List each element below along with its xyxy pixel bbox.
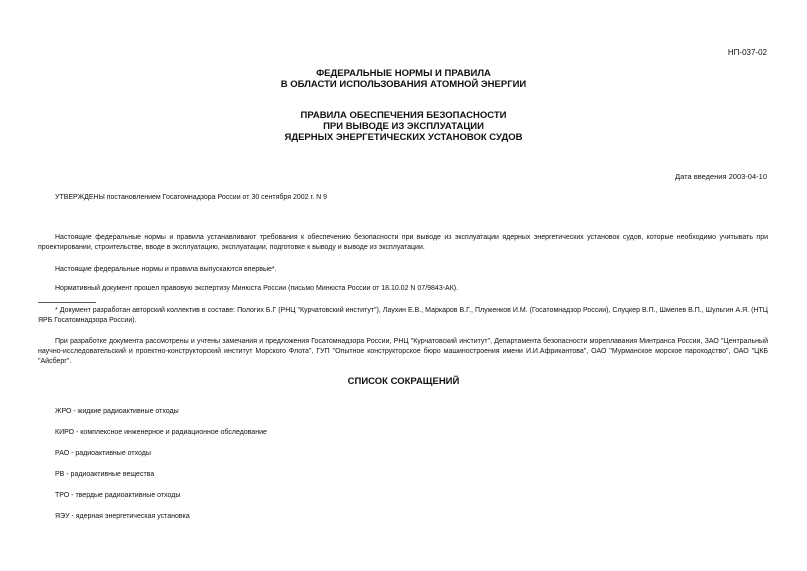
paragraph-contributors: При разработке документа рассмотрены и учтены замечания и предложения Госатомнадзора России, РНЦ "Курчатовский институт", Департамента безопасности мореплавания Минтранса России, ЗАО "Центральный научно-исследовательский и проектно-конструкторский институт Морского Флота", ГУП "Опытное конструкторское бюро машиностроения имени И.И.Африкантова", ОАО "Мурманское морское пароходство", ОАО "ЦКБ "Айсберг". <box>38 338 768 365</box>
document-title <box>0 110 807 143</box>
abbreviations-heading: СПИСОК СОКРАЩЕНИЙ <box>347 376 460 387</box>
footnote-authors: * Документ разработан авторский коллектив в составе: Пологих Б.Г (РНЦ "Курчатовский институт"), Лаухин Е.В., Маркаров В.Г., Плуженков И.М. (Госатомнадзор России), Слуцкер В.П., Шмелев В.П., Шульгин А.Я. (НТЦ ЯРБ Госатомнадзора России). <box>38 307 768 324</box>
main-title <box>0 68 807 90</box>
document-title-line-2: ПРИ ВЫВОДЕ ИЗ ЭКСПЛУАТАЦИИ <box>323 121 484 132</box>
document-title-line-3: ЯДЕРНЫХ ЭНЕРГЕТИЧЕСКИХ УСТАНОВОК СУДОВ <box>284 132 523 143</box>
abbreviation-item: ТРО - твердые радиоактивные отходы <box>55 492 181 499</box>
main-title-line-1: ФЕДЕРАЛЬНЫЕ НОРМЫ И ПРАВИЛА <box>316 68 491 79</box>
paragraph-legal-review: Нормативный документ прошел правовую экспертизу Минюста России (письмо Минюста России от 18.10.02 N 07/9843-АК). <box>55 285 459 292</box>
main-title-line-2: В ОБЛАСТИ ИСПОЛЬЗОВАНИЯ АТОМНОЙ ЭНЕРГИИ <box>280 79 527 90</box>
abbreviation-item: ЯЭУ - ядерная энергетическая установка <box>55 513 190 520</box>
document-title-line-1: ПРАВИЛА ОБЕСПЕЧЕНИЯ БЕЗОПАСНОСТИ <box>300 110 507 121</box>
paragraph-scope: Настоящие федеральные нормы и правила устанавливают требования к обеспечению безопасности при выводе из эксплуатации ядерных энергетических установок судов, которые необходимо учитывать при проектировании, строительстве, вводе в эксплуатацию, эксплуатации, подготовке к выводу и выводе из эксплуатации. <box>38 234 768 251</box>
paragraph-first-issue: Настоящие федеральные нормы и правила выпускаются впервые*. <box>55 266 277 273</box>
abbreviation-item: КИРО - комплексное инженерное и радиационное обследование <box>55 429 267 436</box>
approval-statement: УТВЕРЖДЕНЫ постановлением Госатомнадзора России от 30 сентября 2002 г. N 9 <box>55 194 327 201</box>
footnote-divider <box>38 302 96 303</box>
abbreviation-item: РАО - радиоактивные отходы <box>55 450 151 457</box>
introduction-date: Дата введения 2003-04-10 <box>675 172 767 181</box>
abbreviation-item: РВ - радиоактивные вещества <box>55 471 155 478</box>
abbreviation-item: ЖРО - жидкие радиоактивные отходы <box>55 408 179 415</box>
document-code: НП-037-02 <box>727 48 767 57</box>
